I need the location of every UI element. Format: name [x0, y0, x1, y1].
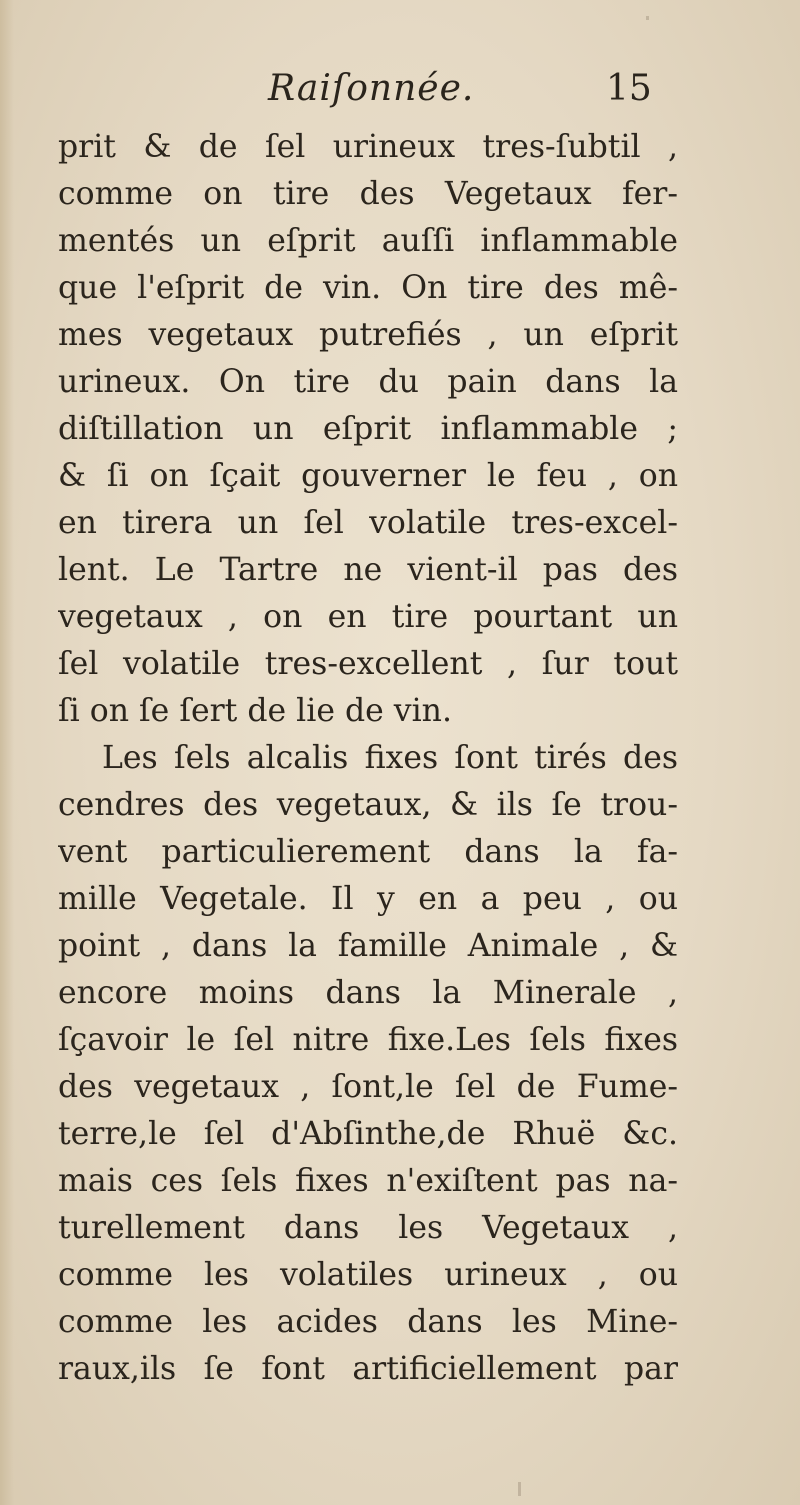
text-line: cendres des vegetaux, & ils ſe trou-	[58, 787, 678, 823]
text-line: vent particulierement dans la fa-	[58, 834, 678, 870]
text-line: turellement dans les Vegetaux ,	[58, 1210, 678, 1246]
text-line: mais ces ſels fixes n'exiſtent pas na-	[58, 1163, 678, 1199]
text-line: ſel volatile tres-excellent , ſur tout	[58, 646, 678, 682]
page-header	[0, 68, 800, 118]
body-text	[58, 124, 678, 1393]
text-line: urineux. On tire du pain dans la	[58, 364, 678, 400]
text-line: & ſi on ſçait gouverner le feu , on	[58, 458, 678, 494]
page-gutter-shadow	[0, 0, 14, 1505]
text-line: comme on tire des Vegetaux fer-	[58, 176, 678, 212]
text-line: terre,le ſel d'Abſinthe,de Rhuë &c.	[58, 1116, 678, 1152]
running-title: Raiſonnée.	[268, 68, 475, 109]
text-line: comme les acides dans les Mine-	[58, 1304, 678, 1340]
paragraph-start-line: Les ſels alcalis fixes ſont tirés des	[102, 740, 678, 776]
page-number: 15	[606, 68, 652, 109]
text-line: lent. Le Tartre ne vient-il pas des	[58, 552, 678, 588]
text-line: encore moins dans la Minerale ,	[58, 975, 678, 1011]
text-line: mille Vegetale. Il y en a peu , ou	[58, 881, 678, 917]
text-line: ſi on ſe ſert de lie de vin.	[58, 693, 452, 729]
text-line: ſçavoir le ſel nitre fixe.Les ſels fixes	[58, 1022, 678, 1058]
text-line: en tirera un ſel volatile tres-excel-	[58, 505, 678, 541]
text-line: prit & de ſel urineux tres-ſubtil ,	[58, 129, 678, 165]
text-line: diſtillation un eſprit inflammable ;	[58, 411, 678, 447]
text-line: vegetaux , on en tire pourtant un	[58, 599, 678, 635]
text-line: mes vegetaux putrefiés , un eſprit	[58, 317, 678, 353]
text-line: mentés un eſprit auſſi inflammable	[58, 223, 678, 259]
text-line: des vegetaux , ſont,le ſel de Fume-	[58, 1069, 678, 1105]
paper-speck	[518, 1482, 521, 1496]
text-line: que l'eſprit de vin. On tire des mê-	[58, 270, 678, 306]
text-line: point , dans la famille Animale , &	[58, 928, 678, 964]
text-line: comme les volatiles urineux , ou	[58, 1257, 678, 1293]
text-line: raux,ils ſe font artificiellement par	[58, 1351, 678, 1387]
paper-speck	[646, 16, 649, 20]
